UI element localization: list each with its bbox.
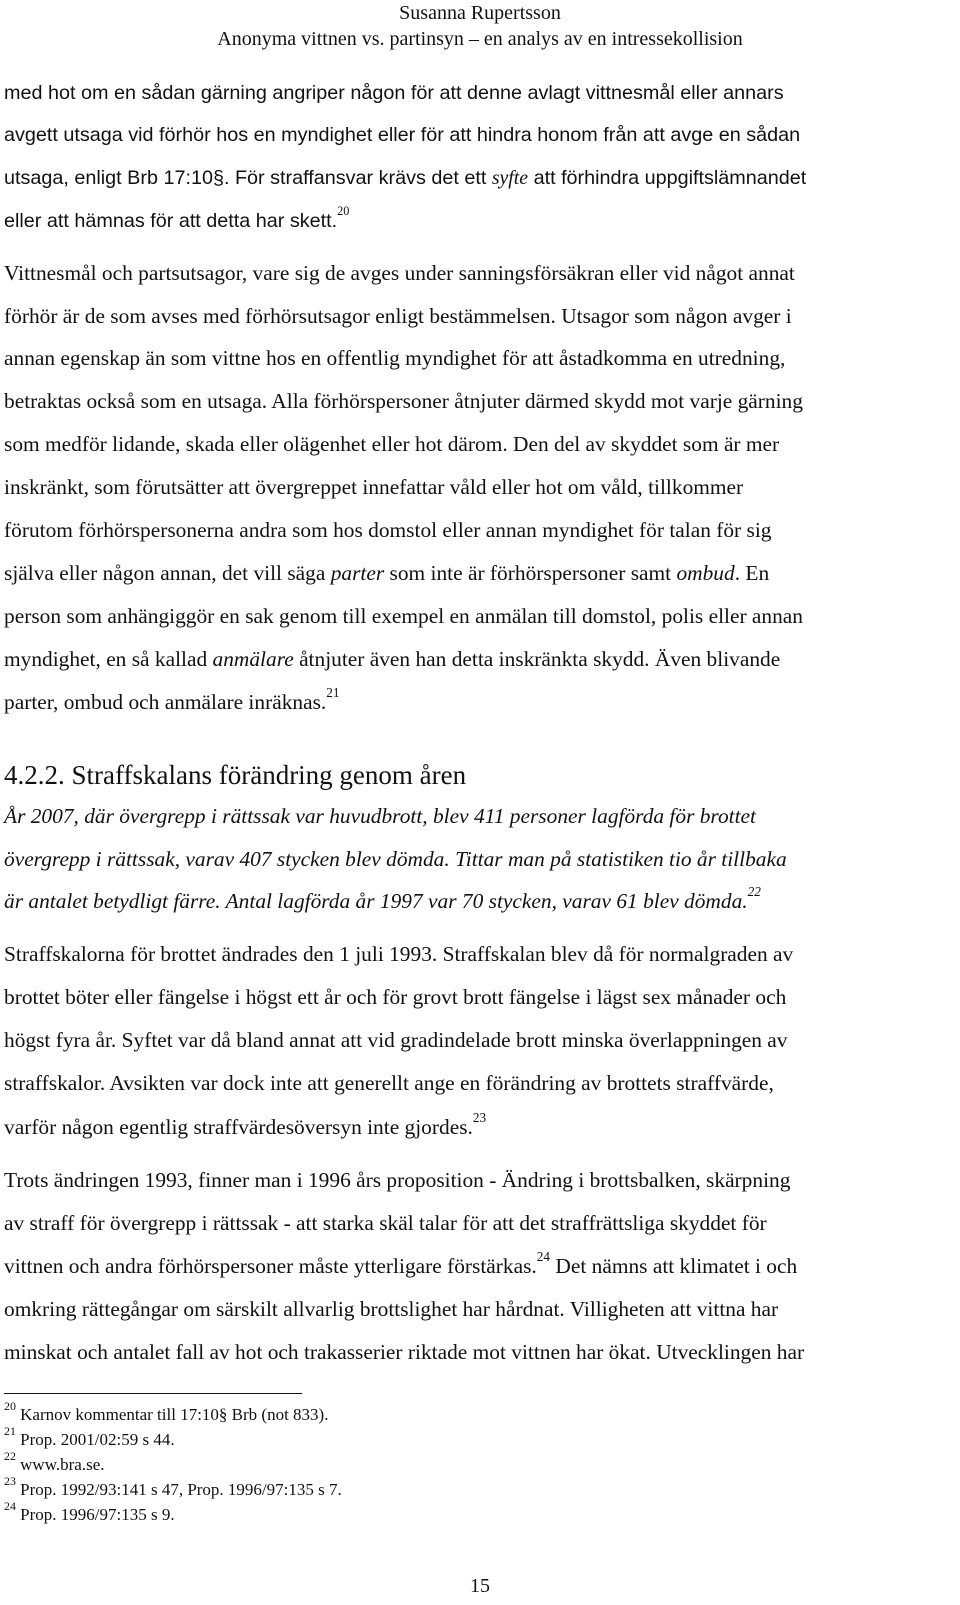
paragraph-1-line-2: avgett utsaga vid förhör hos en myndighet eller för att hindra honom från att avge en sådan [4, 124, 801, 146]
text-run: parter, ombud och anmälare inräknas. [4, 690, 327, 714]
paragraph-2-line-8 [4, 560, 769, 586]
footnote-24 [4, 1499, 175, 1525]
text-run: eller att hämnas för att detta har skett. [4, 210, 338, 232]
footnote-text: Prop. 1992/93:141 s 47, Prop. 1996/97:135 s 7. [20, 1480, 342, 1499]
footnote-text: Karnov kommentar till 17:10§ Brb (not 833). [20, 1405, 329, 1424]
footnote-ref-22: 22 [747, 883, 761, 899]
header-author: Susanna Rupertsson [399, 2, 561, 24]
emphasis-parter: parter [330, 561, 385, 585]
paragraph-4-line-4: straffskalor. Avsikten var dock inte att generellt ange en förändring av brottets straffvärde, [4, 1071, 774, 1095]
footnote-number: 24 [4, 1499, 16, 1514]
paragraph-3-line-1: År 2007, där övergrepp i rättssak var huvudbrott, blev 411 personer lagförda för brottet [4, 804, 756, 828]
text-run: åtnjuter även han detta inskränkta skydd. Även blivande [293, 647, 781, 671]
text-run: är antalet betydligt färre. Antal lagförda år 1997 var 70 stycken, varav 61 blev dömda. [4, 889, 748, 913]
footnote-number: 23 [4, 1474, 16, 1489]
text-run: som inte är förhörspersoner samt [384, 561, 677, 585]
text-run: myndighet, en så kallad [4, 647, 213, 671]
paragraph-2-line-11 [4, 684, 340, 715]
footnote-ref-24: 24 [536, 1248, 551, 1264]
paragraph-4-line-3: högst fyra år. Syftet var då bland annat att vid gradindelade brott minska överlappningen av [4, 1028, 788, 1052]
paragraph-1-line-3 [4, 165, 806, 191]
emphasis-ombud: ombud [676, 561, 735, 585]
paragraph-2-line-10 [4, 646, 780, 672]
paragraph-2-line-3: annan egenskap än som vittne hos en offentlig myndighet för att åstadkomma en utredning, [4, 346, 786, 370]
footnote-ref-21: 21 [326, 684, 340, 700]
footnote-text: Prop. 2001/02:59 s 44. [20, 1430, 175, 1449]
paragraph-3-line-2: övergrepp i rättssak, varav 407 stycken blev dömda. Tittar man på statistiken tio år tillbaka [4, 847, 787, 871]
section-heading: 4.2.2. Straffskalans förändring genom åren [4, 760, 467, 790]
paragraph-4-line-1: Straffskalorna för brottet ändrades den 1 juli 1993. Straffskalan blev då för normalgraden av [4, 942, 794, 966]
footnote-number: 21 [4, 1424, 16, 1439]
footnote-ref-20: 20 [337, 204, 350, 219]
paragraph-2-line-7: förutom förhörspersonerna andra som hos domstol eller annan myndighet för talan för sig [4, 518, 772, 542]
text-run: att förhindra uppgiftslämnandet [528, 167, 807, 189]
paragraph-5-line-2: av straff för övergrepp i rättssak - att starka skäl talar för att det straffrättsliga skyddet för [4, 1211, 767, 1235]
emphasis-anmalare: anmälare [212, 647, 294, 671]
paragraph-3-line-3 [4, 883, 761, 914]
footnote-text: Prop. 1996/97:135 s 9. [20, 1505, 175, 1524]
text-run: vittnen och andra förhörspersoner måste ytterligare förstärkas. [4, 1254, 537, 1278]
paragraph-2-line-2: förhör är de som avses med förhörsutsagor enligt bestämmelsen. Utsagor som någon avger i [4, 304, 792, 328]
paragraph-2-line-5: som medför lidande, skada eller olägenhet eller hot därom. Den del av skyddet som är mer [4, 432, 780, 456]
emphasis-syfte: syfte [491, 167, 529, 189]
paragraph-1-line-1: med hot om en sådan gärning angriper någon för att denne avlagt vittnesmål eller annars [4, 82, 784, 104]
footnote-ref-23: 23 [472, 1109, 487, 1125]
footnote-21 [4, 1424, 175, 1450]
text-run: . En [734, 561, 770, 585]
text-run: Det nämns att klimatet i och [550, 1254, 798, 1278]
paragraph-2-line-1: Vittnesmål och partsutsagor, vare sig de avges under sanningsförsäkran eller vid något annat [4, 261, 795, 285]
footnote-text: www.bra.se. [20, 1455, 105, 1474]
text-run: varför någon egentlig straffvärdesöversyn inte gjordes. [4, 1115, 473, 1139]
footnote-23 [4, 1474, 342, 1500]
paragraph-2-line-4: betraktas också som en utsaga. Alla förhörspersoner åtnjuter därmed skydd mot varje gärning [4, 389, 803, 413]
paragraph-5-line-1: Trots ändringen 1993, finner man i 1996 års proposition - Ändring i brottsbalken, skärpning [4, 1168, 791, 1192]
footnote-20 [4, 1399, 329, 1425]
page-number: 15 [470, 1575, 490, 1597]
paragraph-5-line-5: minskat och antalet fall av hot och trakasserier riktade mot vittnen har ökat. Utvecklingen har [4, 1340, 805, 1364]
header-title: Anonyma vittnen vs. partinsyn – en analys av en intressekollision [217, 28, 743, 50]
text-run: utsaga, enligt Brb 17:10§. För straffansvar krävs det ett [4, 167, 492, 189]
paragraph-4-line-5 [4, 1109, 487, 1140]
paragraph-2-line-6: inskränkt, som förutsätter att övergreppet innefattar våld eller hot om våld, tillkommer [4, 475, 744, 499]
paragraph-2-line-9: person som anhängiggör en sak genom till exempel en anmälan till domstol, polis eller annan [4, 604, 803, 628]
footnote-22 [4, 1449, 105, 1475]
text-run: själva eller någon annan, det vill säga [4, 561, 331, 585]
footnote-number: 20 [4, 1399, 16, 1414]
paragraph-4-line-2: brottet böter eller fängelse i högst ett år och för grovt brott fängelse i lägst sex månader och [4, 985, 787, 1009]
paragraph-1-line-4 [4, 204, 350, 234]
footnote-number: 22 [4, 1449, 16, 1464]
paragraph-5-line-3 [4, 1248, 798, 1279]
paragraph-5-line-4: omkring rättegångar om särskilt allvarlig brottslighet har hårdnat. Villigheten att vittna har [4, 1297, 779, 1321]
footnote-divider [4, 1393, 302, 1394]
